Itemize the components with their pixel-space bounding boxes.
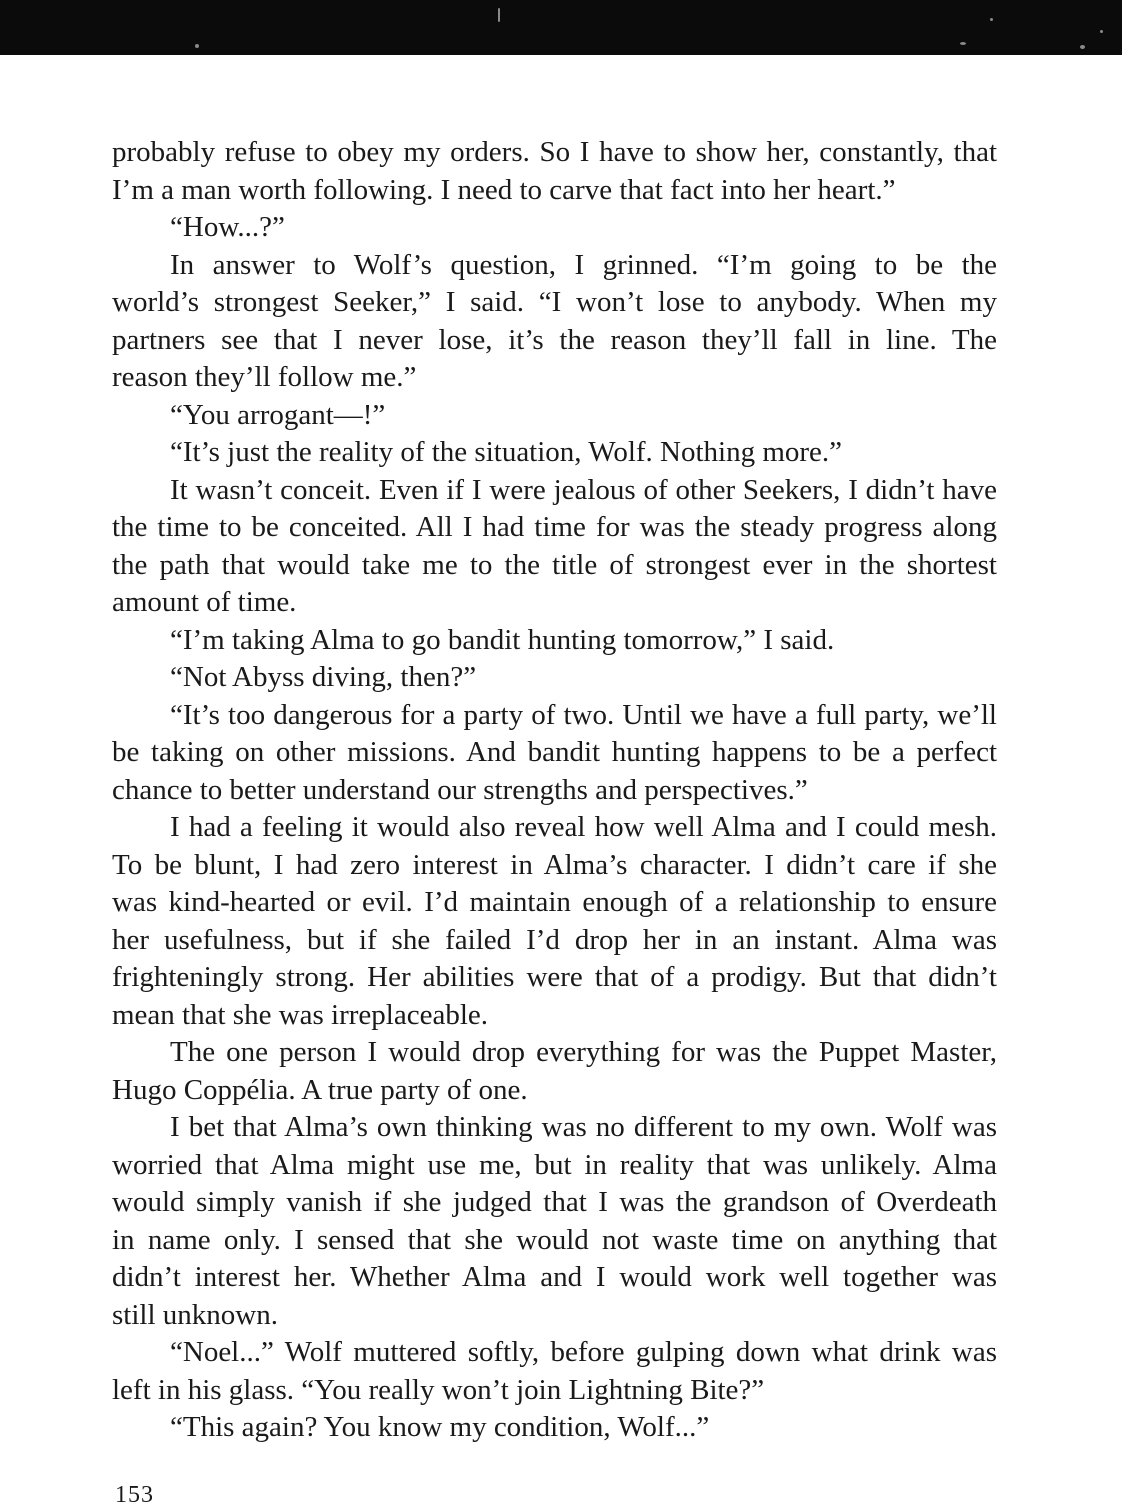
text-line: “It’s too dangerous for a party of two. Until we have a full party, we’ll — [170, 698, 997, 731]
text-line: the path that would take me to the title of strongest ever in the shortest — [112, 548, 997, 581]
text-line: didn’t interest her. Whether Alma and I would work well together was — [112, 1261, 997, 1293]
text-line: the time to be conceited. All I had time for was the steady progress along — [112, 511, 997, 543]
text-line: I bet that Alma’s own thinking was no different to my own. Wolf was — [170, 1111, 997, 1143]
text-line: “Not Abyss diving, then?” — [170, 661, 477, 693]
text-line: amount of time. — [112, 586, 297, 618]
text-line: “How...?” — [170, 211, 285, 243]
text-line: It wasn’t conceit. Even if I were jealous of other Seekers, I didn’t have — [170, 473, 997, 506]
scan-top-border — [0, 0, 1122, 55]
text-line: be taking on other missions. And bandit hunting happens to be a perfect — [112, 736, 997, 768]
text-line: The one person I would drop everything for was the Puppet Master, — [170, 1036, 997, 1068]
text-line: would simply vanish if she judged that I was the grandson of Overdeath — [112, 1186, 997, 1218]
scan-speck — [1080, 45, 1085, 49]
text-line: her usefulness, but if she failed I’d drop her in an instant. Alma was — [112, 923, 997, 956]
text-line: probably refuse to obey my orders. So I have to show her, constantly, that — [112, 136, 997, 168]
text-line: I’m a man worth following. I need to carve that fact into her heart.” — [112, 173, 896, 206]
text-line: “You arrogant—!” — [170, 398, 386, 431]
text-line: reason they’ll follow me.” — [112, 361, 417, 393]
text-line: partners see that I never lose, it’s the reason they’ll fall in line. The — [112, 323, 997, 356]
text-line: “Noel...” Wolf muttered softly, before gulping down what drink was — [170, 1336, 997, 1368]
text-line: “This again? You know my condition, Wolf...” — [170, 1411, 710, 1443]
text-line: “I’m taking Alma to go bandit hunting tomorrow,” I said. — [170, 623, 835, 656]
page-body-text — [112, 134, 997, 1447]
text-line: frighteningly strong. Her abilities were that of a prodigy. But that didn’t — [112, 961, 997, 993]
scan-speck — [195, 44, 199, 48]
text-line: in name only. I sensed that she would not waste time on anything that — [112, 1223, 997, 1256]
text-line: Hugo Coppélia. A true party of one. — [112, 1073, 528, 1106]
text-line: worried that Alma might use me, but in reality that was unlikely. Alma — [112, 1148, 997, 1181]
scan-speck — [1100, 30, 1103, 33]
text-line: was kind-hearted or evil. I’d maintain enough of a relationship to ensure — [112, 886, 997, 918]
text-line: left in his glass. “You really won’t join Lightning Bite?” — [112, 1373, 765, 1406]
scan-speck — [498, 8, 500, 22]
text-line: “It’s just the reality of the situation, Wolf. Nothing more.” — [170, 436, 843, 468]
text-line: To be blunt, I had zero interest in Alma’s character. I didn’t care if she — [112, 848, 997, 881]
text-line: In answer to Wolf’s question, I grinned. “I’m going to be the — [170, 248, 997, 281]
text-line: I had a feeling it would also reveal how well Alma and I could mesh. — [170, 811, 997, 843]
scan-speck — [990, 18, 993, 21]
page-number: 153 — [115, 1482, 154, 1508]
text-line: mean that she was irreplaceable. — [112, 998, 489, 1031]
scan-speck — [960, 42, 966, 45]
text-line: chance to better understand our strengths and perspectives.” — [112, 773, 808, 806]
text-line: still unknown. — [112, 1298, 278, 1331]
text-line: world’s strongest Seeker,” I said. “I won’t lose to anybody. When my — [112, 286, 997, 318]
